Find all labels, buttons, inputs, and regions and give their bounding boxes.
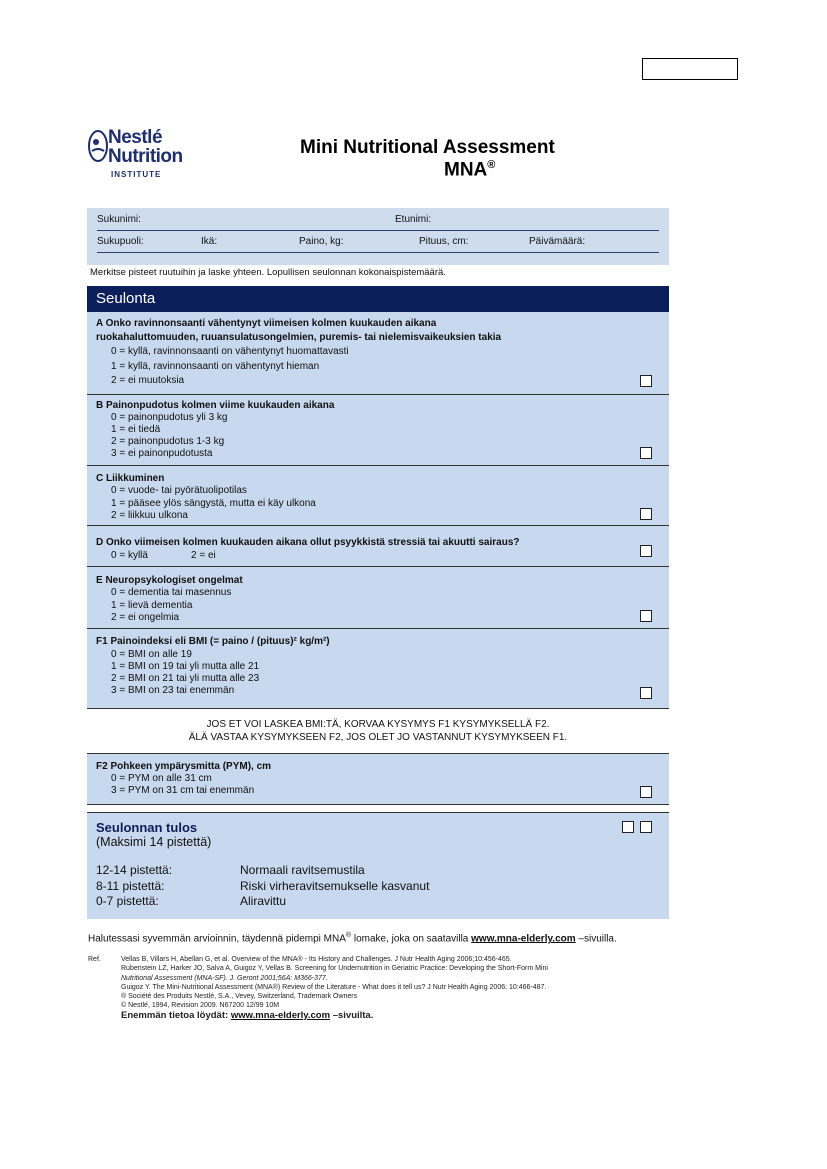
question-f1-text: F1 Painoindeksi eli BMI (= paino / (pituus)² kg/m²) <box>96 636 330 647</box>
patient-info-panel <box>87 208 669 265</box>
option-text: 1 = pääsee ylös sängystä, mutta ei käy ulkona <box>111 498 316 509</box>
footer-text: Halutessasi syvemmän arvioinnin, täydennä pidempi MNA® lomake, joka on saatavilla www.mna-elderly.com –sivuilla. <box>88 932 617 945</box>
instructions-text: Merkitse pisteet ruutuihin ja laske yhteen. Lopullisen seulonnan kokonaispistemäärä. <box>90 267 446 278</box>
score-checkbox-c[interactable] <box>640 508 652 520</box>
firstname-field[interactable]: Etunimi: <box>395 214 432 225</box>
reference-line: Vellas B, Villars H, Abellan G, et al. Overview of the MNA® - Its History and Challenges. J Nutr Health Aging 2006;10:456-465. <box>121 956 512 963</box>
screening-result-panel <box>87 812 669 919</box>
question-c-text: C Liikkuminen <box>96 473 165 484</box>
instruction-note-1: JOS ET VOI LASKEA BMI:TÄ, KORVAA KYSYMYS F1 KYSYMYKSELLÄ F2. <box>206 719 550 730</box>
result-label-2: Riski virheravitsemukselle kasvanut <box>240 879 430 893</box>
result-label-3: Aliravittu <box>240 894 287 908</box>
question-c <box>87 466 669 526</box>
option-text: 0 = kyllä, ravinnonsaanti on vähentynyt huomattavasti <box>111 346 349 357</box>
result-label-1: Normaali ravitsemustila <box>240 863 365 877</box>
option-text: 0 = kyllä <box>111 550 148 561</box>
instruction-note-2: ÄLÄ VASTAA KYSYMYKSEEN F2, JOS OLET JO VASTANNUT KYSYMYKSEEN F1. <box>188 732 568 743</box>
patient-row-details <box>97 230 659 253</box>
question-b <box>87 395 669 466</box>
result-subtitle: (Maksimi 14 pistettä) <box>96 835 212 849</box>
option-text: 0 = PYM on alle 31 cm <box>111 773 212 784</box>
form-id-box[interactable] <box>642 58 738 80</box>
patient-row-names <box>97 208 659 231</box>
surname-field[interactable]: Sukunimi: <box>97 214 141 225</box>
nest-logo-icon <box>88 129 108 163</box>
option-text: 3 = ei painonpudotusta <box>111 448 213 459</box>
score-checkbox-a[interactable] <box>640 375 652 387</box>
score-checkbox-d[interactable] <box>640 545 652 557</box>
page-title: Mini Nutritional Assessment <box>300 137 555 158</box>
option-text: 1 = kyllä, ravinnonsaanti on vähentynyt hieman <box>111 361 320 372</box>
result-title: Seulonnan tulos <box>96 820 198 835</box>
references-label: Ref. <box>88 956 101 963</box>
option-text: 0 = BMI on alle 19 <box>111 649 192 660</box>
option-text: 0 = dementia tai masennus <box>111 587 232 598</box>
option-text: 1 = ei tiedä <box>111 424 161 435</box>
total-score-digit-1[interactable] <box>622 821 634 833</box>
question-f1 <box>87 629 669 709</box>
option-text: 0 = painonpudotus yli 3 kg <box>111 412 228 423</box>
question-d-text: D Onko viimeisen kolmen kuukauden aikana ollut psyykkistä stressiä tai akuutti sairaus? <box>96 537 520 548</box>
reference-line: Rubenstein LZ, Harker JO, Salva A, Guigoz Y, Vellas B. Screening for Undernutrition in Geriatric Practice: Developing the Short-Form Mini <box>121 965 548 973</box>
height-field[interactable]: Pituus, cm: <box>419 236 469 247</box>
option-text: 2 = painonpudotus 1-3 kg <box>111 436 225 447</box>
question-a-text: A Onko ravinnonsaanti vähentynyt viimeisen kolmen kuukauden aikana <box>96 318 437 329</box>
result-range-1: 12-14 pistettä: <box>96 863 173 877</box>
page-subtitle: MNA® <box>444 159 496 181</box>
option-text: 2 = ei <box>191 550 216 561</box>
score-checkbox-f1[interactable] <box>640 687 652 699</box>
question-e-text: E Neuropsykologiset ongelmat <box>96 575 243 586</box>
reference-line: © Nestlé, 1994, Revision 2009. N67200 12/99 10M <box>121 1002 280 1010</box>
logo-text-nestle: Nestlé <box>108 127 163 148</box>
question-d <box>87 526 669 567</box>
weight-field[interactable]: Paino, kg: <box>299 236 344 247</box>
reference-line: Nutritional Assessment (MNA-SF). J. Geront 2001;56A: M366-377. <box>121 974 328 982</box>
question-a-text-cont: ruokahaluttomuuden, ruuansulatusongelmien, puremis- tai nielemisvaikeuksien takia <box>96 332 502 343</box>
reference-line: ® Société des Produits Nestlé, S.A., Vevey, Switzerland, Trademark Owners <box>121 993 358 1001</box>
more-info-link[interactable]: www.mna-elderly.com <box>230 1009 331 1021</box>
reference-line: Guigoz Y. The Mini-Nutritional Assessment (MNA®) Review of the Literature - What does it tell us? J Nutr Health Aging 2006; 10:466-487. <box>121 983 547 991</box>
logo-text-nutrition: Nutrition <box>108 146 183 167</box>
date-field[interactable]: Päivämäärä: <box>529 236 586 247</box>
footer-link[interactable]: www.mna-elderly.com <box>471 933 576 945</box>
sex-field[interactable]: Sukupuoli: <box>97 236 144 247</box>
option-text: 2 = BMI on 21 tai yli mutta alle 23 <box>111 673 260 684</box>
option-text: 3 = BMI on 23 tai enemmän <box>111 685 235 696</box>
question-e <box>87 567 669 629</box>
option-text: 1 = BMI on 19 tai yli mutta alle 21 <box>111 661 260 672</box>
option-text: 2 = ei muutoksia <box>111 375 185 386</box>
score-checkbox-f2[interactable] <box>640 786 652 798</box>
logo-text-institute: INSTITUTE <box>111 170 162 179</box>
result-range-2: 8-11 pistettä: <box>96 879 165 893</box>
nestle-nutrition-logo <box>88 127 198 183</box>
section-header: Seulonta <box>87 286 669 312</box>
score-checkbox-e[interactable] <box>640 610 652 622</box>
option-text: 2 = ei ongelmia <box>111 612 180 623</box>
option-text: 2 = liikkuu ulkona <box>111 510 188 521</box>
question-a <box>87 312 669 395</box>
result-range-3: 0-7 pistettä: <box>96 894 159 908</box>
option-text: 0 = vuode- tai pyörätuolipotilas <box>111 485 247 496</box>
more-info-line: Enemmän tietoa löydät: www.mna-elderly.com –sivuilta. <box>121 1009 374 1021</box>
score-checkbox-b[interactable] <box>640 447 652 459</box>
option-text: 3 = PYM on 31 cm tai enemmän <box>111 785 255 796</box>
total-score-digit-2[interactable] <box>640 821 652 833</box>
question-b-text: B Painonpudotus kolmen viime kuukauden aikana <box>96 400 335 411</box>
age-field[interactable]: Ikä: <box>201 236 218 247</box>
question-f2 <box>87 753 669 805</box>
option-text: 1 = lievä dementia <box>111 600 193 611</box>
question-f2-text: F2 Pohkeen ympärysmitta (PYM), cm <box>96 761 272 772</box>
